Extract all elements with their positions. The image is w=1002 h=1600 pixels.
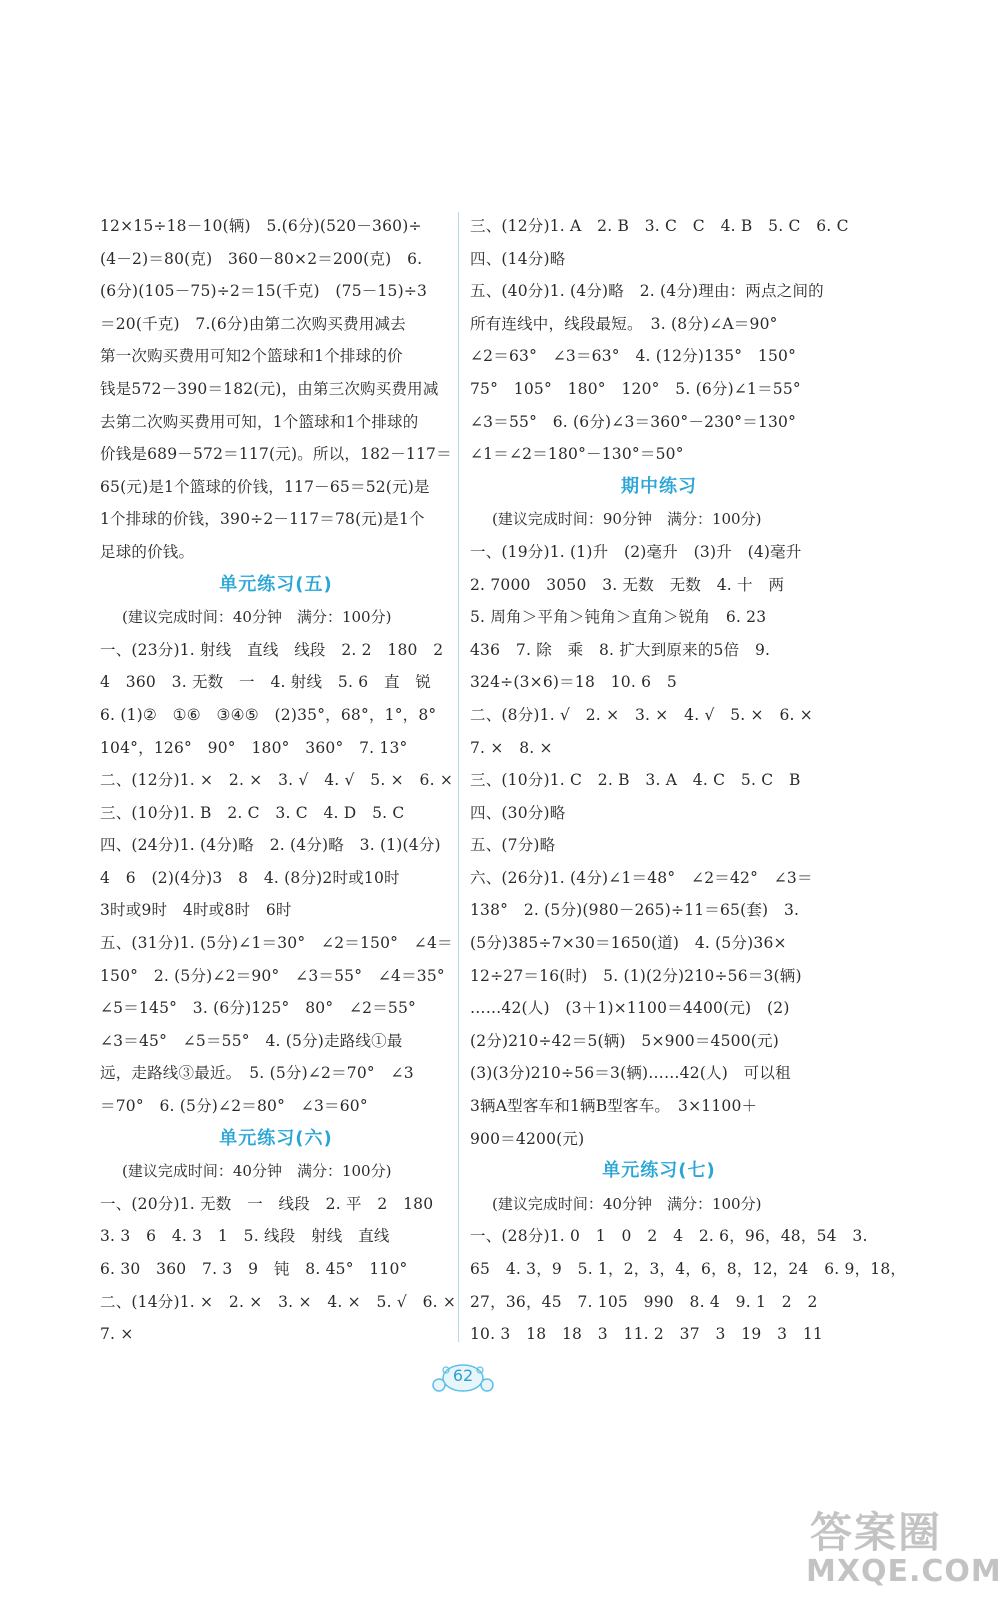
section-heading: 单元练习(五) [219,573,333,595]
page-number-badge [430,1358,496,1398]
answer-line: 五、(7分)略 [470,836,556,855]
answer-line: 1个排球的价钱，390÷2－117＝78(元)是1个 [100,510,425,529]
answer-line: ∠1＝∠2＝180°－130°＝50° [470,445,684,464]
answer-line: 6. (1)② ①⑥ ③④⑤ (2)35°，68°，1°，8° [100,705,437,724]
answer-line: (4－2)＝80(克) 360－80×2＝200(克) 6. [100,249,423,268]
answer-line: 三、(10分)1. C 2. B 3. A 4. C 5. C B [470,771,801,790]
answer-line: 3. 3 6 4. 3 1 5. 线段 射线 直线 [100,1227,390,1246]
answer-line: 900＝4200(元) [470,1129,585,1148]
answer-line: 第一次购买费用可知2个篮球和1个排球的价 [100,347,403,366]
answer-line: 10. 3 18 18 3 11. 2 37 3 19 3 11 [470,1325,823,1344]
answer-line: 12×15÷18－10(辆) 5.(6分)(520－360)÷ [100,217,422,235]
answer-line: 六、(26分)1. (4分)∠1＝48° ∠2＝42° ∠3＝ [470,868,813,887]
answer-line: 五、(40分)1. (4分)略 2. (4分)理由：两点之间的 [470,282,824,301]
answer-line: 钱是572－390＝182(元)，由第三次购买费用减 [100,379,439,398]
answer-line: 75° 105° 180° 120° 5. (6分)∠1＝55° [470,379,801,398]
answer-line: 324÷(3×6)＝18 10. 6 5 [470,673,677,692]
section-heading: 单元练习(六) [219,1127,333,1149]
answer-line: 7. × [100,1325,134,1344]
answer-line: 所有连线中，线段最短。 3. (8分)∠A＝90° [470,314,778,333]
right-column [470,210,907,1351]
answer-line: 一、(20分)1. 无数 一 线段 2. 平 2 180 [100,1194,434,1213]
answer-line: (2分)210÷42＝5(辆) 5×900＝4500(元) [470,1031,779,1050]
section-subtitle: (建议完成时间：90分钟 满分：100分) [492,510,762,529]
watermark-logo [800,1500,1002,1595]
answer-line: 五、(31分)1. (5分)∠1＝30° ∠2＝150° ∠4＝ [100,934,453,953]
answer-line: 四、(14分)略 [470,249,566,268]
answer-line: 104°，126° 90° 180° 360° 7. 13° [100,738,408,757]
left-column [100,210,457,1351]
section-subtitle: (建议完成时间：40分钟 满分：100分) [122,1162,392,1181]
answer-line: 二、(14分)1. × 2. × 3. × 4. × 5. √ 6. × [100,1292,457,1311]
section-subtitle: (建议完成时间：40分钟 满分：100分) [122,608,392,627]
answer-line: 4 6 (2)(4分)3 8 4. (8分)2时或10时 [100,868,400,887]
section-heading: 期中练习 [621,475,697,497]
answer-line: 一、(23分)1. 射线 直线 线段 2. 2 180 2 [100,640,444,659]
answer-line: 价钱是689－572＝117(元)。所以，182－117＝ [100,445,452,464]
answer-line: 27，36，45 7. 105 990 8. 4 9. 1 2 2 [470,1292,818,1311]
section-subtitle: (建议完成时间：40分钟 满分：100分) [492,1194,762,1213]
answer-line: 二、(12分)1. × 2. × 3. √ 4. √ 5. × 6. × [100,771,454,790]
answer-line: (6分)(105－75)÷2＝15(千克) (75－15)÷3 [100,282,428,301]
answer-line: ……42(人) (3＋1)×1100＝4400(元) (2) [470,999,790,1018]
answer-line: 四、(24分)1. (4分)略 2. (4分)略 3. (1)(4分) [100,836,441,855]
answer-line: 去第二次购买费用可知，1个篮球和1个排球的 [100,412,419,431]
answer-line: 65(元)是1个篮球的价钱，117－65＝52(元)是 [100,477,430,496]
answer-line: 4 360 3. 无数 一 4. 射线 5. 6 直 锐 [100,673,432,692]
answer-line: 三、(12分)1. A 2. B 3. C C 4. B 5. C 6. C [470,217,849,235]
answer-line: 7. × 8. × [470,738,553,757]
answer-line: 436 7. 除 乘 8. 扩大到原来的5倍 9. [470,640,771,659]
answer-line: ∠2＝63° ∠3＝63° 4. (12分)135° 150° [470,347,797,366]
answer-line: 138° 2. (5分)(980－265)÷11＝65(套) 3. [470,901,800,920]
answer-line: (3)(3分)210÷56＝3(辆)……42(人) 可以租 [470,1064,791,1083]
answer-line: 6. 30 360 7. 3 9 钝 8. 45° 110° [100,1260,408,1278]
answer-line: 3辆A型客车和1辆B型客车。 3×1100＋ [470,1097,758,1116]
watermark-line1: 答案圈 [810,1508,943,1557]
answer-line: ∠3＝55° 6. (6分)∠3＝360°－230°＝130° [470,412,797,431]
answer-line: 5. 周角＞平角＞钝角＞直角＞锐角 6. 23 [470,608,767,627]
answer-line: ∠5＝145° 3. (6分)125° 80° ∠2＝55° [100,999,416,1018]
answer-line: 一、(19分)1. (1)升 (2)毫升 (3)升 (4)毫升 [470,542,802,561]
answer-line: ＝70° 6. (5分)∠2＝80° ∠3＝60° [100,1097,368,1116]
page-number: 62 [452,1366,474,1385]
answer-line: 3时或9时 4时或8时 6时 [100,901,292,920]
answer-line: 远，走路线③最近。 5. (5分)∠2＝70° ∠3 [100,1064,414,1083]
answer-line: 2. 7000 3050 3. 无数 无数 4. 十 两 [470,575,785,594]
answer-line: 足球的价钱。 [100,542,195,561]
answer-line: 150° 2. (5分)∠2＝90° ∠3＝55° ∠4＝35° [100,966,445,985]
answer-line: (5分)385÷7×30＝1650(道) 4. (5分)36× [470,934,787,953]
answer-line: 四、(30分)略 [470,803,566,822]
column-divider [458,212,459,1342]
answer-line: 二、(8分)1. √ 2. × 3. × 4. √ 5. × 6. × [470,705,813,724]
answer-line: 65 4. 3，9 5. 1，2，3，4，6，8，12，24 6. 9，18， [470,1260,907,1278]
answer-line: ＝20(千克) 7.(6分)由第二次购买费用减去 [100,314,406,333]
answer-line: 一、(28分)1. 0 1 0 2 4 2. 6，96，48，54 3. [470,1227,868,1246]
answer-line: 三、(10分)1. B 2. C 3. C 4. D 5. C [100,803,405,822]
answer-line: 12÷27＝16(时) 5. (1)(2分)210÷56＝3(辆) [470,966,802,985]
watermark-line2: MXQE.COM [806,1554,1002,1589]
section-heading: 单元练习(七) [602,1160,716,1182]
answer-line: ∠3＝45° ∠5＝55° 4. (5分)走路线①最 [100,1031,403,1050]
